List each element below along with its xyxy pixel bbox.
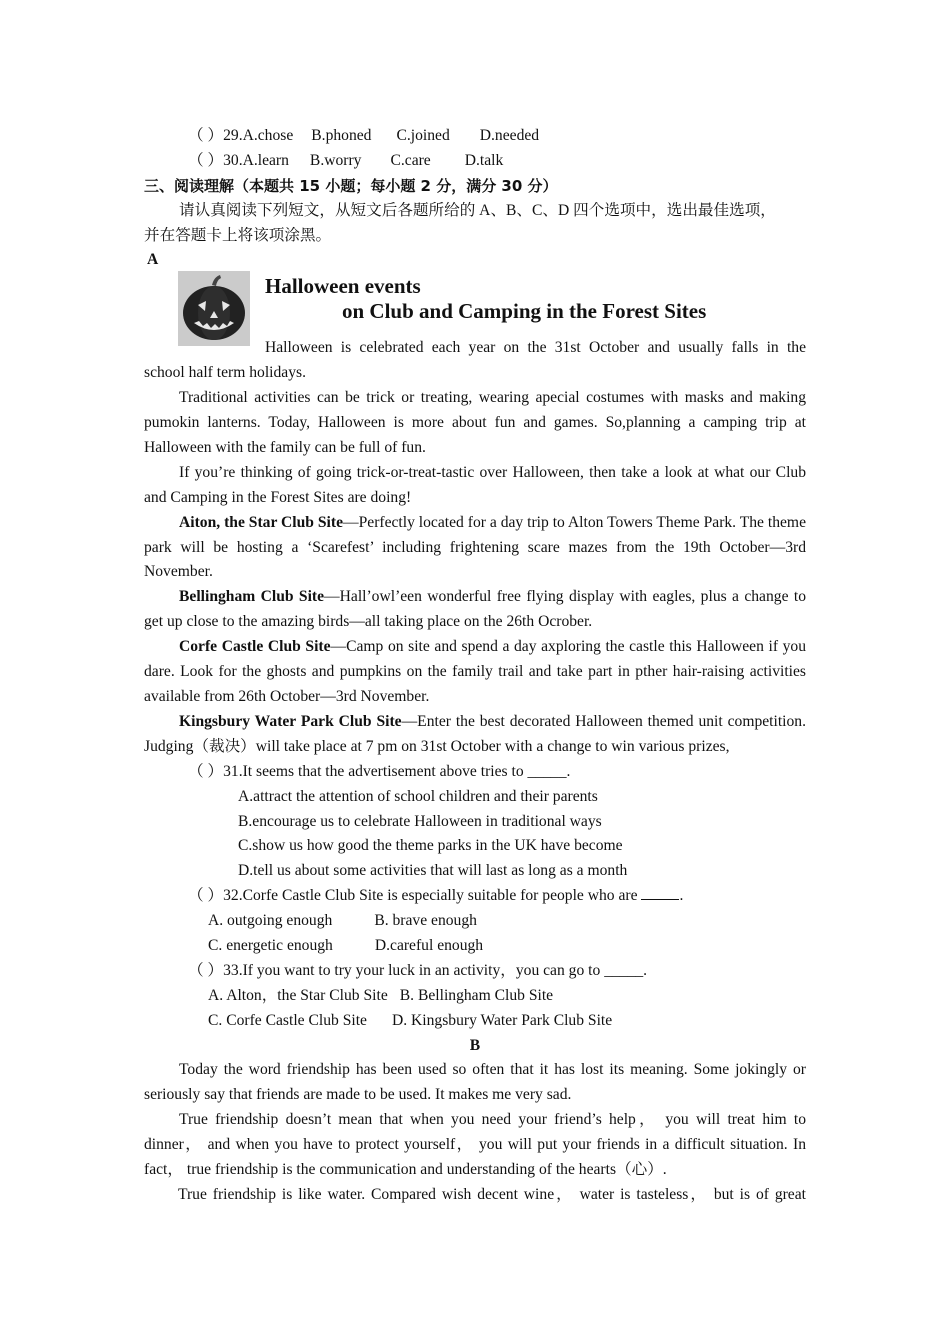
option-b: B.worry [309, 151, 362, 169]
answer-parens[interactable]: （ ） [188, 961, 224, 979]
q31-option-b: B.encourage us to celebrate Halloween in traditional ways [238, 812, 602, 830]
passage-b-label: B [469, 1036, 481, 1054]
question-number: 29. [223, 127, 243, 144]
question-stem: 33.If you want to try your luck in an activity，you can go to _____. [223, 961, 648, 979]
site-name: Aiton, the Star Club Site [179, 513, 343, 531]
question-30 [144, 149, 806, 174]
q32-options-row1 [144, 909, 806, 934]
answer-parens[interactable]: （ ） [188, 151, 224, 169]
option-b: B. Bellingham Club Site [399, 986, 554, 1004]
option-d: D.talk [464, 151, 504, 169]
option-c: C. Corfe Castle Club Site [208, 1011, 367, 1029]
site-description: —Camp on site and spend a day axploring the castle this Halloween if you dare. Look for the ghosts and pumpkins on the family trail and take part in pther hair-raising activities available from 26th October—3rd November. [144, 638, 806, 705]
q33-options-row1 [144, 984, 806, 1009]
section-instruction-line1: 请认真阅读下列短文，从短文后各题所给的 A、B、C、D 四个选项中，选出最佳选项， [179, 201, 776, 219]
q32-options-row2 [144, 934, 806, 959]
option-a: A. outgoing enough [208, 912, 333, 930]
question-stem: 31.It seems that the advertisement above tries to _____. [223, 762, 571, 780]
passage-a-p3: If you’re thinking of going trick-or-treat-tastic over Halloween, then take a look at what our Club and Camping in the Forest Sites are doing! [144, 463, 806, 506]
passage-b-p2: True friendship doesn’t mean that when you need your friend’s help， you will treat him to dinner， and when you have to protect yourself， you will put your friends in a difficult situation. In fact， true friendship is the communication and understanding of the hearts（心）. [144, 1111, 806, 1179]
site-name: Bellingham Club Site [179, 588, 325, 606]
answer-blank [641, 885, 679, 900]
passage-a-header [144, 273, 806, 338]
q33-options-row2 [144, 1009, 806, 1034]
pumpkin-image [178, 271, 250, 346]
site-description: —Perfectly located for a day trip to Alton Towers Theme Park. The theme park will be hosting a ‘Scarefest’ including frightening scare mazes from the 19th October—3rd November. [144, 513, 806, 581]
passage-a-p1-line2: school half term holidays. [144, 364, 306, 382]
question-stem: 32.Corfe Castle Club Site is especially suitable for people who are [223, 887, 638, 905]
question-32 [144, 884, 806, 909]
option-b: B. brave enough [374, 912, 477, 930]
site-kingsbury [144, 710, 806, 760]
answer-parens[interactable]: （ ） [188, 887, 224, 905]
option-c: C.care [390, 151, 431, 169]
q31-option-c: C.show us how good the theme parks in the UK have become [238, 837, 623, 855]
option-d: D.careful enough [374, 936, 484, 954]
option-c: C. energetic enough [208, 936, 333, 954]
stem-end: . [679, 887, 684, 905]
answer-parens[interactable]: （ ） [188, 762, 224, 780]
q31-option-a: A.attract the attention of school children and their parents [238, 787, 598, 805]
site-corfe [144, 635, 806, 710]
option-a: A.chose [242, 127, 294, 144]
passage-label: A [147, 251, 159, 269]
question-33 [144, 959, 806, 984]
passage-title: Halloween events [265, 274, 421, 299]
option-b: B.phoned [311, 127, 372, 144]
passage-b-p3: True friendship is like water. Compared wish decent wine， water is tasteless， but is of great [178, 1185, 806, 1203]
option-d: D.needed [479, 127, 540, 144]
option-c: C.joined [396, 127, 450, 144]
site-description: —Enter the best decorated Halloween themed unit competition. Judging（裁决）will take place at 7 pm on 31st October with a change to win various prizes, [144, 712, 806, 755]
q31-option-d: D.tell us about some activities that will last as long as a month [238, 862, 628, 880]
passage-subtitle: on Club and Camping in the Forest Sites [342, 299, 707, 324]
site-name: Kingsbury Water Park Club Site [179, 712, 402, 730]
site-name: Corfe Castle Club Site [179, 638, 331, 656]
option-a: A.learn [242, 151, 289, 169]
option-d: D. Kingsbury Water Park Club Site [391, 1011, 613, 1029]
section-instruction-line2: 并在答题卡上将该项涂黑。 [144, 226, 332, 244]
section-heading: 三、阅读理解（本题共 15 小题；每小题 2 分，满分 30 分） [144, 176, 558, 195]
exam-page [144, 124, 806, 1208]
question-number: 30. [223, 151, 243, 169]
question-29 [144, 124, 806, 149]
option-a: A. Alton，the Star Club Site [208, 986, 388, 1004]
passage-a-p1-line1: Halloween is celebrated each year on the 31st October and usually falls in the [265, 339, 806, 357]
question-31 [144, 760, 806, 785]
site-description: —Hall’owl’een wonderful free flying display with eagles, plus a change to get up close to the amazing birds—all taking place on the 26th Ocrober. [144, 588, 806, 631]
passage-b-p1: Today the word friendship has been used so often that it has lost its meaning. Some jokingly or seriously say that friends are made to be used. It makes me very sad. [144, 1061, 806, 1104]
answer-parens[interactable]: （ ） [188, 127, 224, 144]
passage-a-p2: Traditional activities can be trick or treating, wearing apecial costumes with masks and making pumokin lanterns. Today, Halloween is more about fun and games. So,planning a camping trip at Halloween with the family can be full of fun. [144, 389, 806, 456]
site-bellingham [144, 585, 806, 635]
site-aiton [144, 511, 806, 586]
